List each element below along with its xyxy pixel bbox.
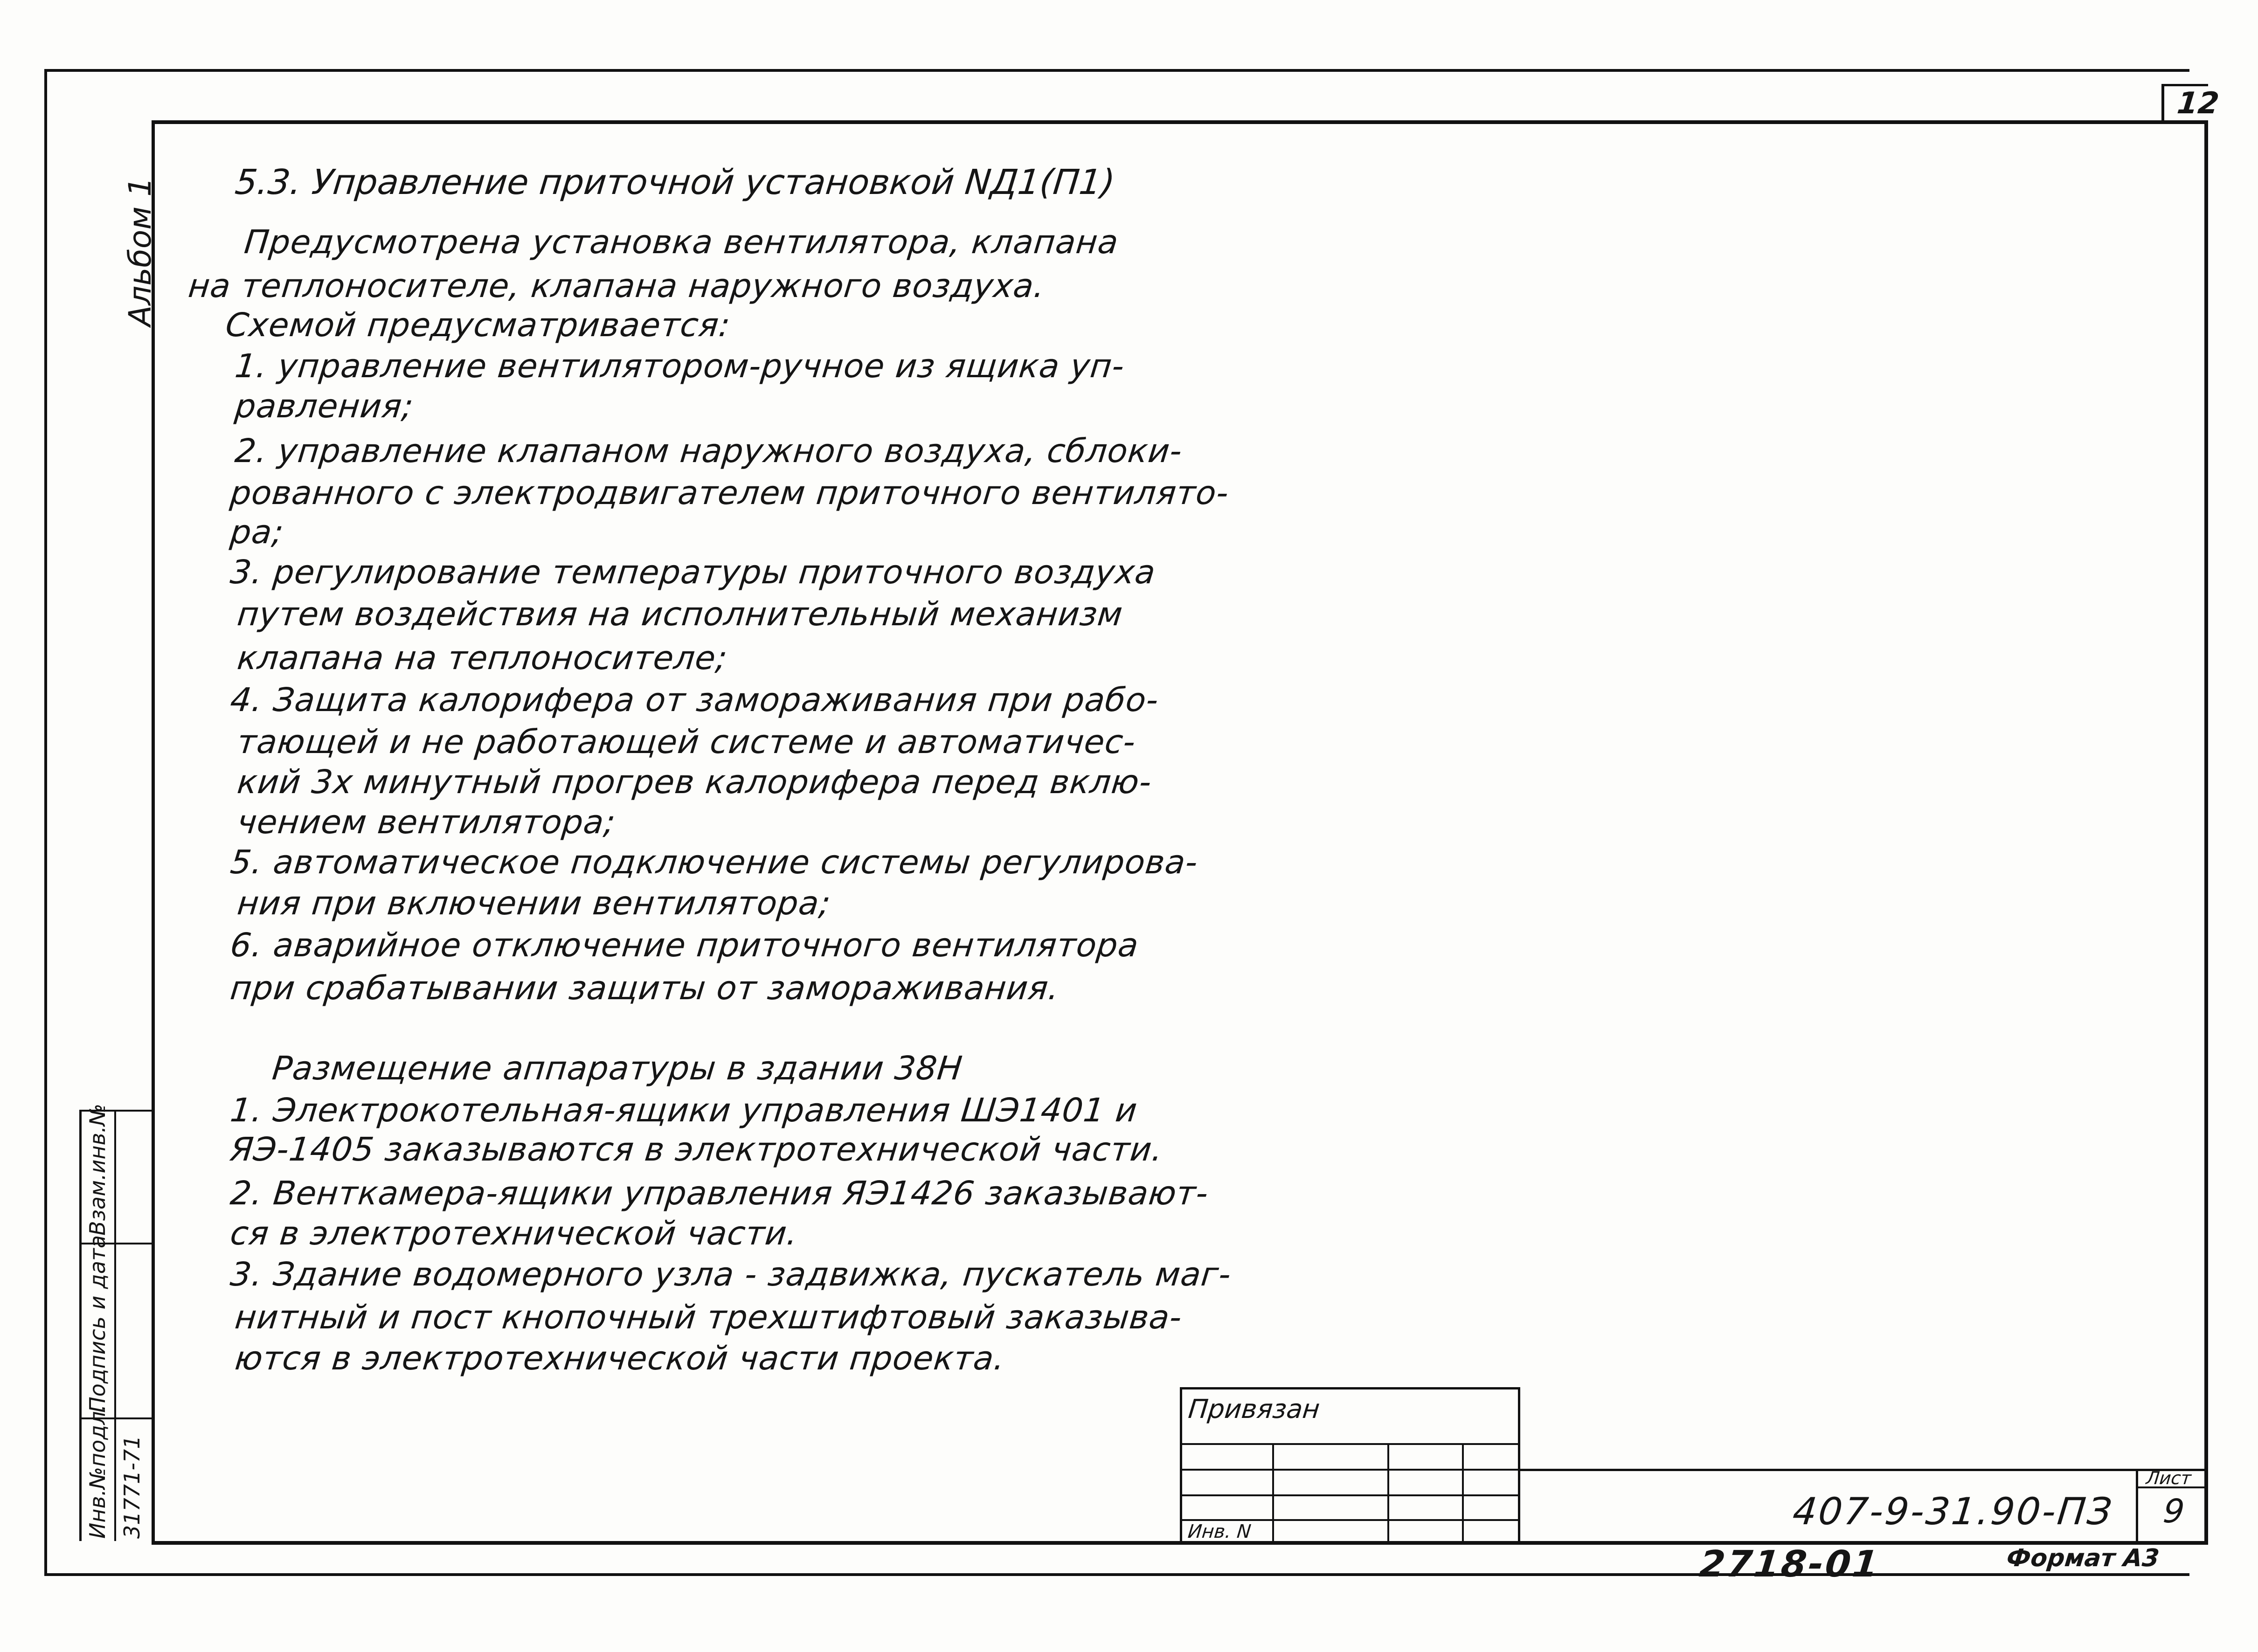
outer-frame-top [44, 69, 2189, 72]
body-line: тающей и не работающей системе и автоматичес- [235, 723, 1138, 761]
body-line: кий 3х минутный прогрев калорифера перед вклю- [235, 763, 1154, 801]
album-label: Альбом 1 [122, 177, 158, 326]
inv-n-label: Инв. N [1187, 1521, 1252, 1542]
archive-number: 2718-01 [1697, 1543, 1882, 1585]
side-stamp-inv-podl: Инв.№подл. [85, 1404, 110, 1539]
body-line: нитный и пост кнопочный трехштифтовый заказыва- [233, 1298, 1184, 1336]
tb-sheet-left [2136, 1469, 2138, 1543]
body-line: рованного с электродвигателем приточного вентилято- [229, 474, 1231, 512]
body-line: Схемой предусматривается: [224, 306, 733, 344]
tb-grid-col2 [1387, 1443, 1389, 1543]
body-line: 2. управление клапаном наружного воздуха, сблоки- [233, 432, 1184, 470]
document-code: 407-9-31.90-ПЗ [1791, 1490, 2116, 1533]
tb-grid-col1 [1272, 1443, 1274, 1543]
side-stamp-left [79, 1110, 82, 1541]
frame-left [152, 120, 155, 1545]
sheet-label: Лист [2145, 1468, 2192, 1488]
page-number-box-left [2161, 84, 2164, 124]
body-line: ЯЭ-1405 заказываются в электротехнической части. [229, 1130, 1165, 1168]
sheet-number: 9 [2161, 1492, 2187, 1530]
tb-grid-row3 [1180, 1494, 1520, 1496]
body-line: ния при включении вентилятора; [235, 884, 833, 922]
tb-grid-row1 [1180, 1443, 1520, 1445]
side-stamp-vzam: Взам.инв.№ [85, 1103, 110, 1236]
body-line: Предусмотрена установка вентилятора, клапана [242, 223, 1121, 261]
side-stamp-podpis: Подпись и дата [85, 1235, 110, 1413]
tb-grid-row2 [1180, 1469, 1520, 1471]
page-number: 12 [2175, 86, 2221, 121]
format-label: Формат А3 [2005, 1544, 2161, 1572]
body-line: чением вентилятора; [235, 803, 618, 841]
side-stamp-mid [114, 1110, 116, 1541]
body-line: 3. регулирование температуры приточного воздуха [229, 553, 1158, 591]
body-line: на теплоносителе, клапана наружного воздуха. [187, 267, 1047, 305]
tb-privyazan-top [1180, 1387, 1520, 1389]
body-line: 3. Здание водомерного узла - задвижка, пускатель маг- [229, 1255, 1233, 1293]
body-line: 6. аварийное отключение приточного вентилятора [229, 926, 1141, 964]
frame-top [152, 120, 2208, 124]
placement-heading: Размещение аппаратуры в здании 38Н [270, 1049, 964, 1087]
body-line: 5. автоматическое подключение системы регулирова- [229, 843, 1200, 881]
body-line: путем воздействия на исполнительный механизм [235, 595, 1125, 633]
section-heading: 5.3. Управление приточной установкой NД1(П1) [233, 162, 1117, 202]
body-line: ся в электротехнической части. [229, 1214, 800, 1252]
side-stamp-inv-value: 31771-71 [119, 1435, 145, 1539]
body-line: клапана на теплоносителе; [235, 639, 730, 677]
body-line: 1. управление вентилятором-ручное из ящика уп- [233, 347, 1127, 385]
body-line: 1. Электрокотельная-ящики управления ШЭ1401 и [229, 1091, 1140, 1129]
body-line: равления; [233, 387, 416, 425]
frame-right [2204, 120, 2208, 1545]
body-line: 2. Венткамера-ящики управления ЯЭ1426 заказывают- [229, 1174, 1211, 1212]
privyazan-label: Привязан [1187, 1394, 1322, 1424]
tb-grid-col3 [1462, 1443, 1464, 1543]
tb-main-top [1518, 1469, 2208, 1471]
outer-frame-left [44, 69, 47, 1576]
body-line: при срабатывании защиты от замораживания. [229, 969, 1061, 1007]
body-line: ра; [229, 513, 286, 551]
body-line: ются в электротехнической части проекта. [233, 1339, 1007, 1377]
body-line: 4. Защита калорифера от замораживания при рабо- [229, 681, 1161, 719]
